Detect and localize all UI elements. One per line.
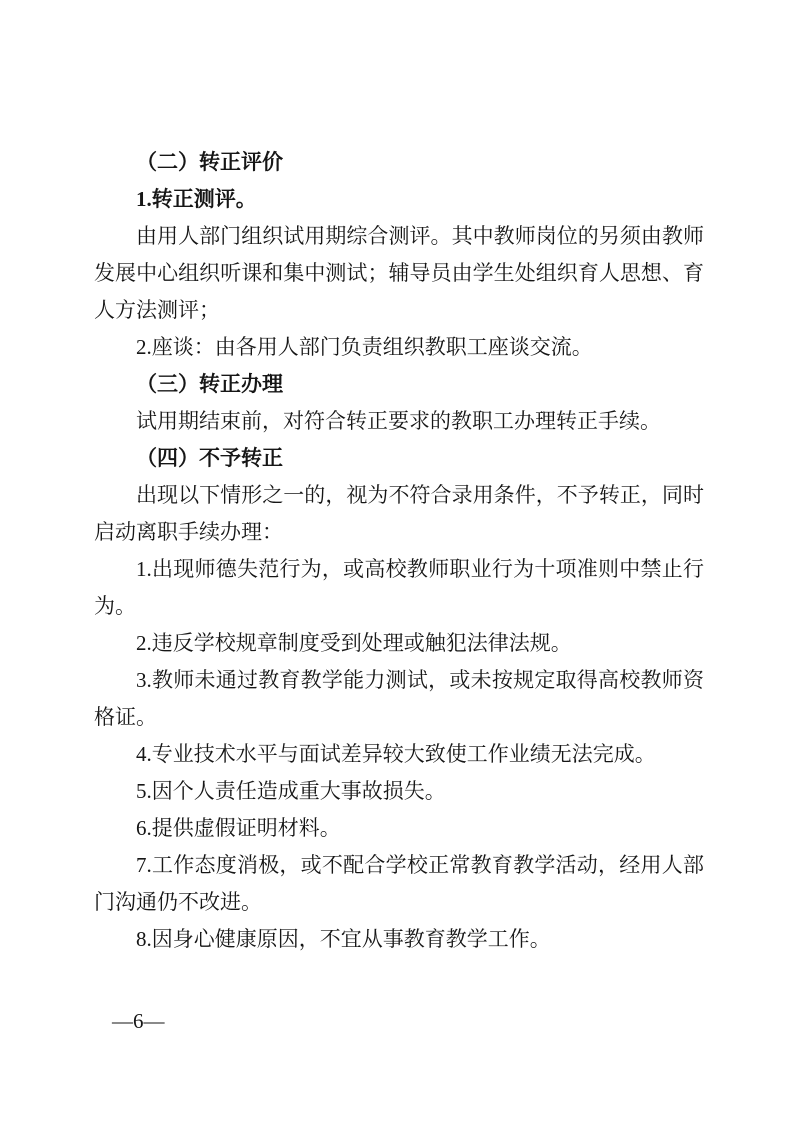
body-paragraph: 出现以下情形之一的，视为不符合录用条件，不予转正，同时启动离职手续办理： xyxy=(94,483,704,544)
page-number: —6— xyxy=(112,1009,165,1033)
document-body xyxy=(94,144,704,958)
body-paragraph: 8.因身心健康原因，不宜从事教育教学工作。 xyxy=(136,927,551,951)
body-paragraph: 3.教师未通过教育教学能力测试，或未按规定取得高校教师资格证。 xyxy=(94,668,704,729)
body-paragraph: 由用人部门组织试用期综合测评。其中教师岗位的另须由教师发展中心组织听课和集中测试；辅导员由学生处组织育人思想、育人方法测评； xyxy=(94,224,704,322)
section-heading: （二）转正评价 xyxy=(136,150,283,174)
body-paragraph: 5.因个人责任造成重大事故损失。 xyxy=(136,779,446,803)
body-paragraph: 7.工作态度消极，或不配合学校正常教育教学活动，经用人部门沟通仍不改进。 xyxy=(94,853,704,914)
body-paragraph: 4.专业技术水平与面试差异较大致使工作业绩无法完成。 xyxy=(136,742,656,766)
section-heading: （四）不予转正 xyxy=(136,446,283,470)
body-paragraph: 2.违反学校规章制度受到处理或触犯法律法规。 xyxy=(136,631,572,655)
body-paragraph: 试用期结束前，对符合转正要求的教职工办理转正手续。 xyxy=(136,409,661,433)
section-subheading: 1.转正测评。 xyxy=(136,187,257,211)
body-paragraph: 6.提供虚假证明材料。 xyxy=(136,816,341,840)
body-paragraph: 1.出现师德失范行为，或高校教师职业行为十项准则中禁止行为。 xyxy=(94,557,704,618)
body-paragraph: 2.座谈：由各用人部门负责组织教职工座谈交流。 xyxy=(136,335,593,359)
section-heading: （三）转正办理 xyxy=(136,372,283,396)
